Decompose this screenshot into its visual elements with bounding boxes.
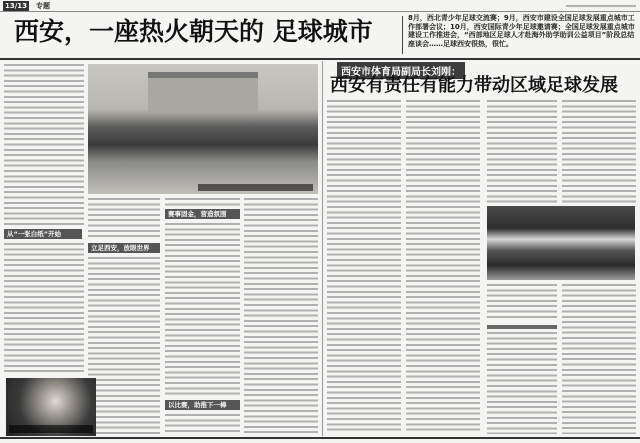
- article-column-2: [88, 257, 160, 434]
- divider: [322, 61, 323, 436]
- page-headline: 西安，一座热火朝天的 足球城市: [14, 17, 373, 46]
- interview-column-1: [327, 100, 401, 434]
- team-photo: [88, 64, 318, 194]
- interview-column-4: [562, 284, 636, 434]
- question-line: [487, 325, 557, 329]
- article-column-3: [165, 198, 240, 206]
- interview-headline: 西安有责任有能力带动区域足球发展: [330, 75, 618, 96]
- interview-column-3: [487, 100, 557, 203]
- interview-column-3: [487, 332, 557, 434]
- divider: [402, 16, 403, 54]
- interview-column-3: [487, 284, 557, 320]
- photo-caption: [198, 184, 313, 191]
- article-column-2: [88, 198, 160, 238]
- headline-deck: 8月，西北青少年足球交流赛；9月，西安市建设全国足球发展重点城市工作部署会议；10月，西安国际青少年足球邀请赛；全国足球发展重点城市建设工作推进会，“西部地区足球人才赴海外助学助训公益项目”阶段总结座谈会……足球西安很热，很忙。: [408, 14, 635, 48]
- article-column-4: [244, 198, 318, 434]
- header-dateline: [566, 5, 636, 8]
- portrait-photo: [6, 378, 96, 436]
- subhead: 从“一张白纸”开始: [4, 229, 82, 239]
- subhead: 赛事固金，营造氛围: [165, 209, 240, 219]
- section-label: 专题: [36, 2, 50, 10]
- article-column-1: [4, 243, 84, 374]
- match-photo: [487, 206, 635, 280]
- article-column-3: [165, 414, 240, 434]
- divider: [0, 437, 640, 439]
- interview-kicker: 西安市体育局副局长刘刚：: [337, 62, 465, 79]
- interview-column-4: [562, 100, 636, 203]
- subhead: 以比赛，助推下一棒: [165, 400, 240, 410]
- page-header-bar: [0, 0, 640, 12]
- divider: [0, 58, 640, 60]
- page-number: 13/13: [5, 2, 28, 10]
- interview-column-2: [406, 100, 480, 434]
- subhead: 立足西安，放眼世界: [88, 243, 160, 253]
- article-column-3: [165, 223, 240, 397]
- article-column-1: [4, 64, 84, 226]
